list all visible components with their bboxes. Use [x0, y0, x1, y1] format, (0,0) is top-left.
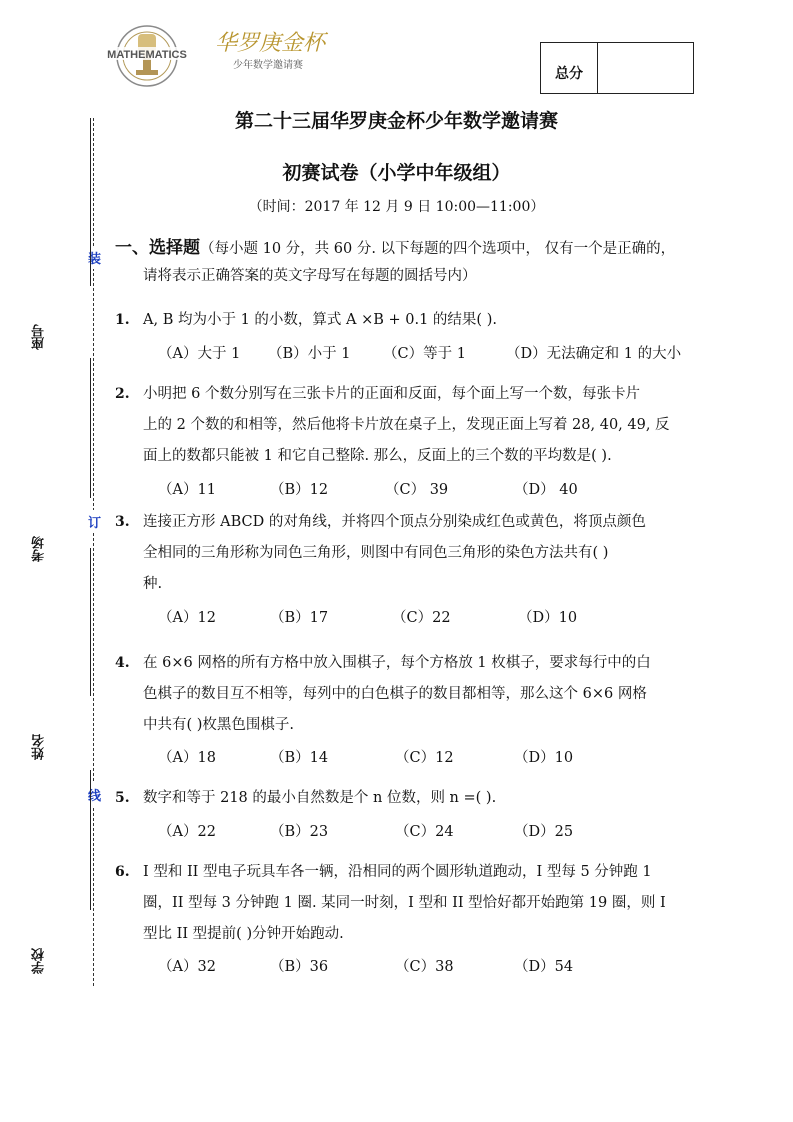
- question-1-text: [143, 305, 693, 336]
- seat-number-label: 座号: [32, 324, 47, 350]
- question-4-option-b[interactable]: （B）14: [270, 750, 329, 766]
- question-3-number: 3.: [115, 514, 130, 530]
- question-2-line: 上的 2 个数的和相等，然后他将卡片放在桌子上，发现正面上写着 28, 40, 49, 反: [143, 417, 670, 433]
- binding-mark-ding: 订: [88, 510, 101, 533]
- question-4-option-a[interactable]: （A）18: [158, 750, 216, 766]
- question-6-number: 6.: [115, 864, 130, 880]
- question-2-line: 面上的数都只能被 1 和它自己整除. 那么，反面上的三个数的平均数是( ).: [143, 448, 612, 464]
- section-instructions-2: 请将表示正确答案的英文字母写在每题的圆括号内）: [143, 268, 477, 284]
- question-6-option-a[interactable]: （A）32: [158, 959, 216, 975]
- question-5-option-c[interactable]: （C）24: [395, 824, 454, 840]
- section-heading: [115, 233, 715, 264]
- question-1-line: A, B 均为小于 1 的小数，算式 A ×B + 0.1 的结果( ).: [143, 312, 497, 328]
- question-6-line: 型比 II 型提前( )分钟开始跑动.: [143, 926, 344, 942]
- question-4-line: 在 6×6 网格的所有方格中放入围棋子，每个方格放 1 枚棋子，要求每行中的白: [143, 655, 651, 671]
- question-4-number: 4.: [115, 655, 130, 671]
- question-4-line: 中共有( )枚黑色围棋子.: [143, 717, 295, 733]
- page-title: 第二十三届华罗庚金杯少年数学邀请赛: [234, 110, 558, 132]
- question-3-option-c[interactable]: （C）22: [392, 610, 451, 626]
- seat-number-rule: [90, 118, 91, 286]
- question-1-number: 1.: [115, 312, 130, 328]
- question-2-option-a[interactable]: （A）11: [158, 482, 216, 498]
- total-score-label: 总分: [541, 43, 598, 93]
- school-rule: [90, 770, 91, 910]
- student-name-label: 姓名: [32, 734, 47, 760]
- section-instructions-1: （每小题 10 分，共 60 分. 以下每题的四个选项中， 仅有一个是正确的，: [200, 241, 676, 257]
- question-2-option-b[interactable]: （B）12: [270, 482, 329, 498]
- question-3-line: 连接正方形 ABCD 的对角线，并将四个顶点分别染成红色或黄色，将顶点颜色: [143, 514, 646, 530]
- question-5-option-b[interactable]: （B）23: [270, 824, 329, 840]
- question-3-line: 种.: [143, 576, 163, 592]
- question-4-line: 色棋子的数目互不相等，每列中的白色棋子的数目都相等，那么这个 6×6 网格: [143, 686, 647, 702]
- question-3-option-a[interactable]: （A）12: [158, 610, 216, 626]
- question-3-text: [143, 507, 693, 600]
- question-1-option-c[interactable]: （C）等于 1: [383, 346, 466, 362]
- question-6-text: [143, 857, 693, 950]
- question-4-option-d[interactable]: （D）10: [514, 750, 574, 766]
- student-name-rule: [90, 548, 91, 696]
- question-6-option-c[interactable]: （C）38: [395, 959, 454, 975]
- question-5-number: 5.: [115, 790, 130, 806]
- question-2-option-d[interactable]: （D） 40: [514, 482, 578, 498]
- question-5-option-d[interactable]: （D）25: [514, 824, 574, 840]
- question-6-line: I 型和 II 型电子玩具车各一辆，沿相同的两个圆形轨道跑动，I 型每 5 分钟跑 1: [143, 864, 652, 880]
- question-4-text: [143, 648, 693, 741]
- section-title: 一、选择题: [115, 238, 200, 258]
- question-3-option-d[interactable]: （D）10: [518, 610, 578, 626]
- exam-room-rule: [90, 358, 91, 498]
- logo-calligraphy: 华罗庚金杯: [215, 31, 326, 56]
- question-5-text: [143, 783, 693, 814]
- competition-logo: [105, 20, 326, 100]
- question-1-option-a[interactable]: （A）大于 1: [158, 346, 241, 362]
- page-subtitle: 初赛试卷（小学中年级组）: [282, 162, 511, 184]
- question-2-line: 小明把 6 个数分别写在三张卡片的正面和反面，每个面上写一个数，每张卡片: [143, 386, 640, 402]
- question-6-line: 圈，II 型每 3 分钟跑 1 圈. 某同一时刻，I 型和 II 型恰好都开始跑第 19 圈，则 I: [143, 895, 666, 911]
- question-2-text: [143, 379, 693, 472]
- total-score-field[interactable]: [598, 43, 693, 93]
- question-4-option-c[interactable]: （C）12: [395, 750, 454, 766]
- question-2-option-c[interactable]: （C） 39: [385, 482, 449, 498]
- question-6-option-d[interactable]: （D）54: [514, 959, 574, 975]
- question-1-option-b[interactable]: （B）小于 1: [268, 346, 351, 362]
- question-6-option-b[interactable]: （B）36: [270, 959, 329, 975]
- question-5-option-a[interactable]: （A）22: [158, 824, 216, 840]
- binding-mark-zhuang: 装: [88, 246, 101, 269]
- question-1-option-d[interactable]: （D）无法确定和 1 的大小: [506, 346, 682, 362]
- total-score-box: [540, 42, 694, 94]
- question-5-line: 数字和等于 218 的最小自然数是个 n 位数，则 n =( ).: [143, 790, 497, 806]
- exam-time: （时间：2017 年 12 月 9 日 10:00—11:00）: [248, 199, 545, 215]
- question-2-number: 2.: [115, 386, 130, 402]
- binding-mark-xian: 线: [88, 783, 101, 806]
- logo-badge-text: MATHEMATICS: [107, 49, 187, 61]
- logo-emblem-icon: [105, 20, 326, 100]
- question-3-option-b[interactable]: （B）17: [270, 610, 329, 626]
- question-3-line: 全相同的三角形称为同色三角形，则图中有同色三角形的染色方法共有( ): [143, 545, 609, 561]
- school-label: 学校: [32, 948, 47, 974]
- exam-room-label: 考场: [32, 536, 47, 562]
- logo-subtitle-cn: 少年数学邀请赛: [233, 60, 303, 71]
